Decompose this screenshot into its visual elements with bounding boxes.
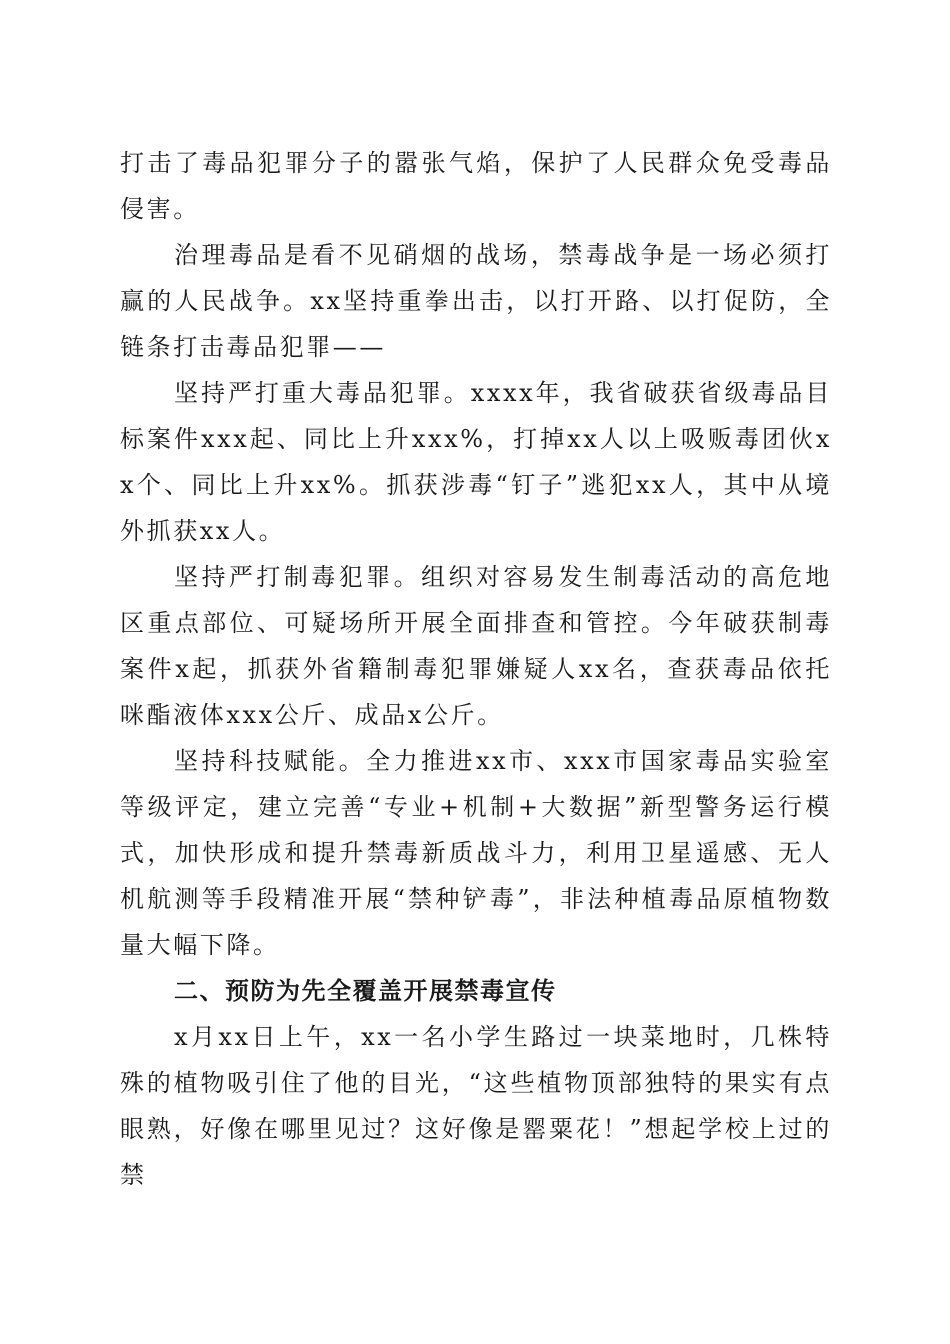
paragraph-drug-war: 治理毒品是看不见硝烟的战场，禁毒战争是一场必须打赢的人民战争。xx坚持重拳出击，以打开路、以打促防，全链条打击毒品犯罪—— xyxy=(120,241,832,361)
document-page xyxy=(120,140,832,1198)
section-heading: 二、预防为先全覆盖开展禁毒宣传 xyxy=(174,977,557,1005)
paragraph-technology: 坚持科技赋能。全力推进xx市、xxx市国家毒品实验室等级评定，建立完善“专业+机制+大数据”新型警务运行模式，加快形成和提升禁毒新质战斗力，利用卫星遥感、无人机航测等手段精准开展“禁种铲毒”，非法种植毒品原植物数量大幅下降。 xyxy=(120,747,832,959)
paragraph-manufacturing-crimes: 坚持严打制毒犯罪。组织对容易发生制毒活动的高危地区重点部位、可疑场所开展全面排查和管控。今年破获制毒案件x起，抓获外省籍制毒犯罪嫌疑人xx名，查获毒品依托咪酯液体xxx公斤、成品x公斤。 xyxy=(120,563,832,729)
paragraph-student-story: x月xx日上午，xx一名小学生路过一块菜地时，几株特殊的植物吸引住了他的目光，“这些植物顶部独特的果实有点眼熟，好像在哪里见过？这好像是罂粟花！”想起学校上过的禁 xyxy=(120,1023,832,1189)
paragraph-major-crimes: 坚持严打重大毒品犯罪。xxxx年，我省破获省级毒品目标案件xxx起、同比上升xxx%，打掉xx人以上吸贩毒团伙xx个、同比上升xx%。抓获涉毒“钉子”逃犯xx人，其中从境外抓获xx人。 xyxy=(120,379,832,545)
paragraph-continuation: 打击了毒品犯罪分子的嚣张气焰，保护了人民群众免受毒品侵害。 xyxy=(120,149,832,223)
